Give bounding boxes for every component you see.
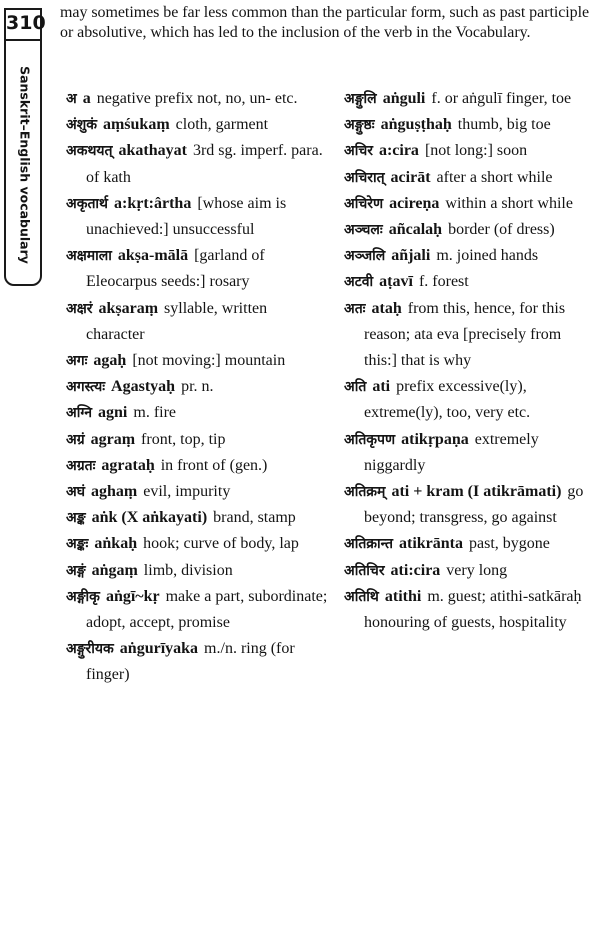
transliteration: akṣa-mālā — [117, 247, 189, 265]
side-tab-label: Sanskrit–English vocabulary — [17, 66, 33, 264]
devanagari-headword: अङ्कः — [66, 536, 89, 553]
devanagari-headword: अङ्गुरीयक — [66, 641, 114, 658]
vocab-entry — [66, 636, 328, 688]
transliteration: aṅgaṃ — [91, 561, 138, 579]
definition: [not long:] soon — [424, 142, 528, 160]
transliteration: añjali — [391, 247, 431, 265]
transliteration: aṅgurīyaka — [119, 640, 199, 658]
vocab-entry — [66, 348, 328, 374]
devanagari-headword: अंशुकं — [66, 117, 97, 134]
vocab-entry — [66, 479, 328, 505]
transliteration: acirāt — [390, 168, 431, 186]
transliteration: aṅkaḥ — [94, 535, 138, 553]
vocab-entry — [66, 400, 328, 426]
transliteration: aghaṃ — [90, 483, 138, 501]
devanagari-headword: अञ्चलः — [344, 222, 383, 239]
definition: hook; curve of body, lap — [143, 535, 299, 553]
devanagari-headword: अङ्गीकृ — [66, 588, 100, 605]
vocab-entry — [344, 243, 596, 269]
vocab-entry — [344, 558, 596, 584]
definition: cloth, garment — [175, 116, 269, 134]
devanagari-headword: अञ्जलि — [344, 248, 386, 265]
intro-paragraph: may sometimes be far less common than the particular form, such as past participle or absolutive, which has led to the inclusion of the verb in the Vocabulary. — [60, 4, 590, 41]
vocab-entry — [344, 165, 596, 191]
vocab-entry — [344, 531, 596, 557]
definition: front, top, tip — [141, 430, 226, 448]
devanagari-headword: अटवी — [344, 274, 374, 291]
devanagari-headword: अघं — [66, 484, 85, 501]
devanagari-headword: अकथयत् — [66, 143, 113, 160]
definition: extremely niggardly — [364, 430, 539, 474]
definition: f. forest — [418, 273, 469, 291]
transliteration: agrataḥ — [101, 456, 155, 474]
devanagari-headword: अङ्गुष्ठः — [344, 117, 375, 134]
left-column — [66, 86, 328, 689]
vocab-entry — [344, 191, 596, 217]
side-tab — [4, 8, 46, 286]
definition: past, bygone — [468, 535, 550, 553]
transliteration: agaḥ — [93, 352, 127, 370]
transliteration: aṅgī~kṛ — [105, 587, 160, 605]
vocab-entry — [66, 191, 328, 243]
devanagari-headword: अतिकृपण — [344, 431, 396, 448]
vocab-entry — [344, 217, 596, 243]
devanagari-headword: अग्नि — [66, 405, 93, 422]
vocab-entry — [344, 296, 596, 375]
devanagari-headword: अति — [344, 379, 367, 396]
definition: in front of (gen.) — [160, 456, 268, 474]
transliteration: ati:cira — [390, 561, 441, 579]
definition: make a part, subordinate; adopt, accept, promise — [86, 587, 328, 632]
page-number: 310 — [6, 12, 40, 41]
devanagari-headword: अक्षरं — [66, 300, 93, 317]
devanagari-headword: अतिचिर — [344, 562, 385, 579]
devanagari-headword: अक्षमाला — [66, 248, 112, 265]
definition: very long — [446, 561, 508, 579]
vocab-entry — [66, 584, 328, 636]
transliteration: agni — [98, 404, 128, 422]
vocab-entry — [66, 138, 328, 190]
transliteration: aṅguli — [382, 90, 426, 107]
vocab-entry — [66, 427, 328, 453]
definition: go beyond; transgress, go against — [364, 483, 584, 527]
definition: [whose aim is unachieved:] unsuccessful — [86, 194, 287, 239]
transliteration: atikrānta — [398, 535, 463, 553]
devanagari-headword: अङ्क — [66, 510, 86, 527]
vocab-entry — [344, 479, 596, 531]
definition: pr. n. — [181, 378, 214, 396]
transliteration: atithi — [384, 587, 422, 605]
devanagari-headword: अङ्गं — [66, 562, 86, 579]
devanagari-headword: अचिरात् — [344, 169, 385, 186]
definition: 3rd sg. imperf. para. of kath — [86, 142, 323, 186]
devanagari-headword: अचिर — [344, 143, 373, 160]
vocab-entry — [66, 505, 328, 531]
definition: thumb, big toe — [457, 116, 551, 134]
vocab-entry — [344, 584, 596, 636]
transliteration: atikṛpaṇa — [401, 430, 469, 448]
definition: after a short while — [436, 168, 553, 186]
definition: [garland of Eleocarpus seeds:] rosary — [86, 247, 265, 291]
transliteration: aṅguṣṭhaḥ — [380, 116, 452, 134]
definition: f. or aṅgulī finger, toe — [431, 90, 572, 107]
right-column — [344, 86, 596, 636]
vocab-entry — [344, 86, 596, 112]
definition: m. guest; atithi-satkāraḥ honouring of guests, hospitality — [364, 587, 582, 632]
devanagari-headword: अचिरेण — [344, 195, 384, 212]
definition: prefix excessive(ly), extreme(ly), too, very etc. — [364, 378, 531, 422]
transliteration: ataḥ — [371, 299, 402, 317]
transliteration: aṭavī — [379, 273, 413, 291]
devanagari-headword: अकृतार्थ — [66, 195, 108, 212]
vocab-entry — [66, 296, 328, 348]
definition: evil, impurity — [143, 483, 231, 501]
vocab-entry — [66, 531, 328, 557]
transliteration: ati — [372, 378, 391, 396]
transliteration: akathayat — [118, 142, 187, 160]
devanagari-headword: अतिथि — [344, 588, 379, 605]
transliteration: agraṃ — [90, 430, 136, 448]
vocab-entry — [344, 269, 596, 295]
devanagari-headword: अतः — [344, 300, 366, 317]
devanagari-headword: अङ्गुलि — [344, 91, 377, 107]
transliteration: acireṇa — [389, 194, 440, 212]
transliteration: aṃśukaṃ — [102, 116, 170, 134]
transliteration: Agastyaḥ — [111, 378, 176, 396]
definition: m. fire — [133, 404, 177, 422]
devanagari-headword: अतिक्रान्त — [344, 536, 393, 553]
transliteration: a:kṛt:ârtha — [114, 194, 192, 212]
vocab-entry — [344, 374, 596, 426]
devanagari-headword: अ — [66, 91, 77, 107]
definition: limb, division — [143, 561, 233, 579]
transliteration: aṅk (X aṅkayati) — [91, 509, 208, 527]
definition: border (of dress) — [448, 221, 555, 239]
vocab-entry — [66, 112, 328, 138]
definition: within a short while — [445, 194, 573, 212]
vocab-entry — [344, 138, 596, 164]
definition: from this, hence, for this reason; ata eva [precisely from this:] that is why — [364, 299, 566, 370]
devanagari-headword: अग्रतः — [66, 457, 96, 474]
vocab-entry — [66, 558, 328, 584]
devanagari-headword: अग्रं — [66, 431, 85, 448]
vocab-entry — [66, 374, 328, 400]
transliteration: a:cira — [378, 142, 419, 160]
transliteration: añcalaḥ — [388, 221, 443, 239]
transliteration: a — [82, 90, 91, 107]
vocab-entry — [66, 453, 328, 479]
definition: negative prefix not, no, un- etc. — [96, 90, 298, 107]
definition: m. joined hands — [436, 247, 539, 265]
definition: syllable, written character — [86, 299, 268, 343]
transliteration: ati + kram (I atikrāmati) — [391, 483, 562, 501]
vocab-entry — [66, 86, 328, 112]
vocab-entry — [344, 112, 596, 138]
devanagari-headword: अगः — [66, 353, 88, 370]
devanagari-headword: अगस्त्यः — [66, 379, 106, 396]
definition: [not moving:] mountain — [132, 352, 286, 370]
vocab-entry — [66, 243, 328, 295]
definition: m./n. ring (for finger) — [86, 640, 295, 684]
definition: brand, stamp — [213, 509, 296, 527]
devanagari-headword: अतिक्रम् — [344, 484, 386, 501]
vocab-entry — [344, 427, 596, 479]
transliteration: akṣaraṃ — [98, 299, 159, 317]
